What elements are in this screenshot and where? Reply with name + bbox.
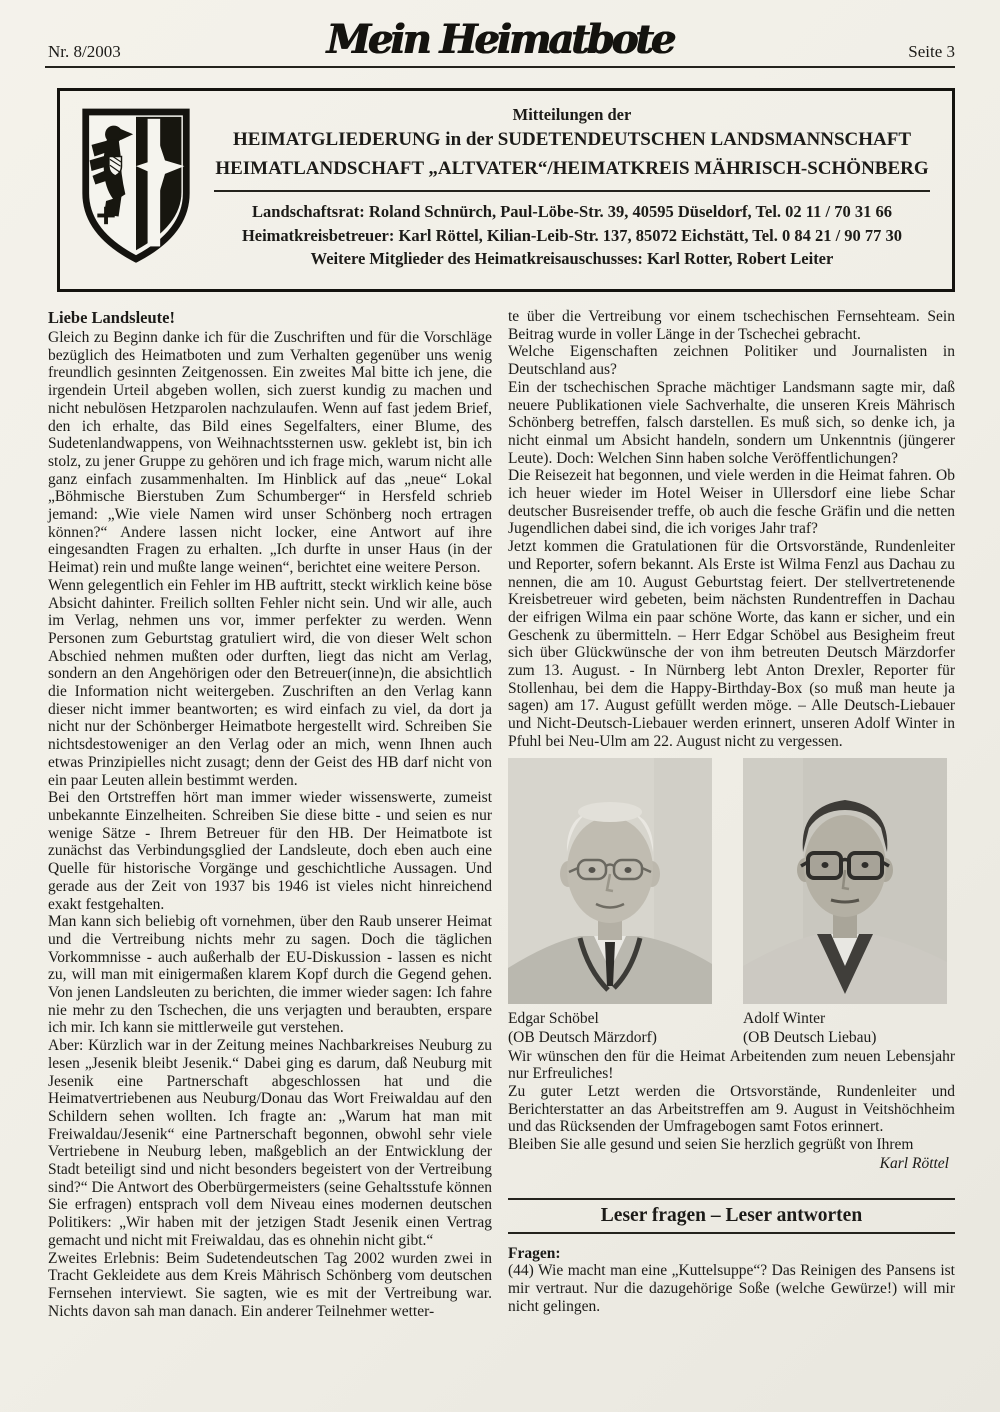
notice-title-line2: HEIMATLANDSCHAFT „ALTVATER“/HEIMATKREIS MÄHRISCH-SCHÖNBERG (215, 158, 929, 179)
photo-caption-name: Edgar Schöbel (508, 1009, 599, 1027)
page-number: Seite 3 (908, 42, 955, 61)
left-column (48, 308, 492, 1320)
coat-of-arms (60, 91, 212, 289)
paragraph: Man kann sich beliebig oft vornehmen, über den Raub unserer Heimat und die Vertreibung nichts mehr zu sagen. Doch die täglichen Vorkommnisse - auch außerhalb der EU-Diskussion - lassen es nicht zu, will man mit einigermaßen klarem Kopf durch die Gegend gehen. Von jenen Landsleuten zu berichten, die immer wieder sagen: Ich fahre nie mehr zu den Tschechen, die uns verjagten und beraubten, erspare ich mir. Ich kann sie mittlerweile gut verstehen. (48, 913, 492, 1037)
photo-edgar-schoebel (508, 758, 712, 1004)
paragraph: Wenn gelegentlich ein Fehler im HB auftritt, steckt wirklich keine böse Absicht dahinter. Freilich sollten Fehler nicht sein. Und wir alle, auch im Verlag, nehmen uns vor, immer perfekter zu werden. Wenn Personen zum Geburtstag gratuliert wird, die von dieser Welt schon Abschied nehmen mußten oder durften, liegt das nicht am Verlag, sondern an den Angehörigen oder den Betreuer(inne)n, die absichtlich die Information nicht weitergeben. Zuschriften an den Verlag kann dieser nicht immer beantworten; es wird einfach zu viel, da dort ja nicht nur der Schönberger Heimatbote hergestellt wird. Schreiben Sie nichtsdestoweniger an den Verlag oder an mich, wenn Ihnen auch etwas Prinzipielles nicht zusagt; denn der Geist des HB darf nicht von ein paar Leuten allein bestimmt werden. (48, 576, 492, 789)
paragraph: Ein der tschechischen Sprache mächtiger Landsmann sagte mir, daß neuere Publikationen viele Sachverhalte, die unseren Kreis Mährisch Schönberg betreffen, falsch darstellen. Es muß sich, so denke ich, ja nicht einmal um Absicht handeln, sondern um Unkenntnis (jüngerer Leute). Doch: Welchen Sinn haben solche Veröffentlichungen? (508, 378, 955, 467)
paragraph: te über die Vertreibung vor einem tschechischen Fernsehteam. Sein Beitrag wurde in voller Länge in der Tschechei gebracht. (508, 308, 955, 343)
portrait-photos (508, 758, 955, 1004)
contact-line-weitere-mitglieder: Weitere Mitglieder des Heimatkreisauschusses: Karl Rotter, Robert Leiter (310, 249, 834, 268)
right-column (508, 308, 955, 1315)
header-rule (45, 66, 955, 68)
paragraph: Gleich zu Beginn danke ich für die Zuschriften und für die Vorschläge bezüglich des Heimatboten und zum Verhalten gegenüber uns wenig freundlich gesinnten Zeitgenossen. Ein zweites Mal bitte ich jene, die irgendein Urteil abgeben wollen, sich zuerst kundig zu machen und nicht nebulösen Hetzparolen nachzulaufen. Wenn auf fast jedem Brief, den ich erhalte, das Bild eines Segelfalters, einer Blume, des Sudetenlandwappens, von Weihnachtssternen usw. geklebt ist, bin ich stolz, zu jener Gruppe zu gehören und ich frage mich, warum nicht alle ganz einfach zusammenhalten. Im Hinblick auf das „neue“ Lokal „Böhmische Bierstuben Zum Schumberger“ in Hersfeld schrieb jemand: „Wie viele Namen wird unser Schönberg noch ertragen können?“ Andere lassen nicht locker, eine Antwort auf ihre eingesandten Fragen zu erhalten. „Ich durfte in unser Haus (in der Heimat) rein und mußte lange weinen“, berichtet eine weitere Person. (48, 329, 492, 577)
paragraph: Aber: Kürzlich war in der Zeitung meines Nachbarkreises Neuburg zu lesen „Jesenik bleibt Jesenik.“ Dabei ging es darum, daß Neuburg mit Jesenik eine Partnerschaft abgeschlossen hat und die Heimatvertriebenen aus Neuburg/Donau das Wort Freiwaldau auf den Schildern sehen wollten. Ich fragte an: „Warum hat man mit Freiwaldau/Jesenik“ eine Partnerschaft begonnen, obwohl sehr viele Vertriebene in Neuburg leben, maßgeblich an der Entwicklung der Stadt beteiligt sind und nicht besonders begeistert von der Vertreibung sind?“ Die Antwort des Oberbürgermeisters (seine Gehaltsstufe können Sie erfragen) entsprach voll dem Niveau eines modernen deutschen Politikers: „Wir haben mit der jetzigen Stadt Jesenik einen Vertrag gemacht und nicht mit Freiwaldau, das es ohnehin nicht gibt.“ (48, 1037, 492, 1249)
reader-section (508, 1198, 955, 1316)
photo-captions (508, 1009, 955, 1048)
closing-paragraph: Wir wünschen den für die Heimat Arbeitenden zum neuen Lebensjahr nur Erfreuliches! (508, 1047, 955, 1083)
caption-adolf-winter (743, 1009, 947, 1048)
paragraph: Welche Eigenschaften zeichnen Politiker und Journalisten in Deutschland aus? (508, 343, 955, 379)
paragraph: Jetzt kommen die Gratulationen für die Ortsvorstände, Rundenleiter und Reporter, sofern bekannt. Als Erste ist Wilma Fenzl aus Dachau zu nennen, die am 10. August Geburtstag feiert. Der stellvertretenende Kreisbetreuer wird gebeten, beim nächsten Rundentreffen in Dachau der eifrigen Wilma ein paar schöne Worte, das kann er sicher, und ein Geschenk zu übermitteln. – Herr Edgar Schöbel aus Besigheim freut sich über Glückwünsche der von ihm betreuten Deutsch Märzdorfer zum 13. August. - In Nürnberg lebt Anton Drexler, Reporter für Stollenhau, bei dem die Happy-Birthday-Box (so muß man heute ja sagen) am 17. August gefüllt werden möge. – Alle Deutsch-Liebauer und Nicht-Deutsch-Liebauer werden erinnert, unseren Adolf Winter in Pfuhl bei Neu-Ulm am 22. August nicht zu vergessen. (508, 538, 955, 750)
signature: Karl Röttel (879, 1154, 949, 1172)
photo-caption-name: Adolf Winter (743, 1009, 826, 1027)
paragraph: Bei den Ortstreffen hört man immer wieder wissenswerte, zumeist unbekannte Einzelheiten. Schreiben Sie diese bitte - und seien es nur wenige Sätze - Ihrem Betreuer für den HB. Der Heimatbote ist zunächst das Verbindungsglied der Landsleute, doch eben auch eine Quelle für historische Vorgänge und geschichtliche Aussagen. Und gerade aus der Zeit von 1937 bis 1946 ist vieles nicht hinreichend exakt festgehalten. (48, 789, 492, 913)
photo-caption-role: (OB Deutsch Märzdorf) (508, 1029, 657, 1047)
photo-adolf-winter (743, 758, 947, 1004)
issue-number: Nr. 8/2003 (48, 42, 121, 61)
contact-line-landschaftsrat: Landschaftsrat: Roland Schnürch, Paul-Löbe-Str. 39, 40595 Düseldorf, Tel. 02 11 / 70 31 66 (252, 202, 892, 221)
salutation: Liebe Landsleute! (48, 308, 175, 327)
reader-section-heading: Leser fragen – Leser antworten (508, 1198, 955, 1234)
paragraph: Die Reisezeit hat begonnen, und viele werden in die Heimat fahren. Ob ich heuer wieder im Hotel Weiser in Ullersdorf eine liebe Schar deutscher Busreisender treffe, ob auch die fesche Gräfin und die netten Jugendlichen dabei sind, die ich voriges Jahr traf? (508, 467, 955, 538)
fragen-label: Fragen: (508, 1244, 561, 1262)
notice-box (57, 88, 955, 292)
notice-title-line1: HEIMATGLIEDERUNG in der SUDETENDEUTSCHEN LANDSMANNSCHAFT (232, 129, 912, 150)
closing-paragraph: Zu guter Letzt werden die Ortsvorstände, Rundenleiter und Berichterstatter an das Arbeitstreffen am 9. August in Veitshöchheim und das Rücksenden der Umfragebogen samt Fotos erinnert. (508, 1082, 955, 1136)
farewell-line: Bleiben Sie alle gesund und seien Sie herzlich gegrüßt von Ihrem (508, 1136, 914, 1154)
contact-line-heimatkreisbetreuer: Heimatkreisbetreuer: Karl Röttel, Kilian-Leib-Str. 137, 85072 Eichstätt, Tel. 0 84 21 / 90 77 30 (241, 225, 903, 245)
photo-caption-role: (OB Deutsch Liebau) (743, 1029, 877, 1047)
masthead-title: Mein Heimatbote (326, 16, 674, 63)
notice-text (212, 91, 952, 289)
reader-question: (44) Wie macht man eine „Kuttelsuppe“? Das Reinigen des Pansens ist mir vertraut. Nur die dazugehörige Soße (welche Gewürze!) will mir nicht gelingen. (508, 1262, 955, 1315)
notice-divider (214, 190, 930, 192)
notice-intro: Mitteilungen der (512, 105, 632, 124)
coat-of-arms-icon (78, 105, 194, 267)
paragraph: Zweites Erlebnis: Beim Sudetendeutschen Tag 2002 wurden zwei in Tracht Gekleidete aus dem Kreis Mährisch Schönberg vom deutschen Fernsehen interviewt. Sie sagten, wie es mit der Vertreibung war. Nichts davon sah man danach. Ein anderer Teilnehmer wetter- (48, 1249, 492, 1320)
caption-edgar-schoebel (508, 1009, 712, 1048)
